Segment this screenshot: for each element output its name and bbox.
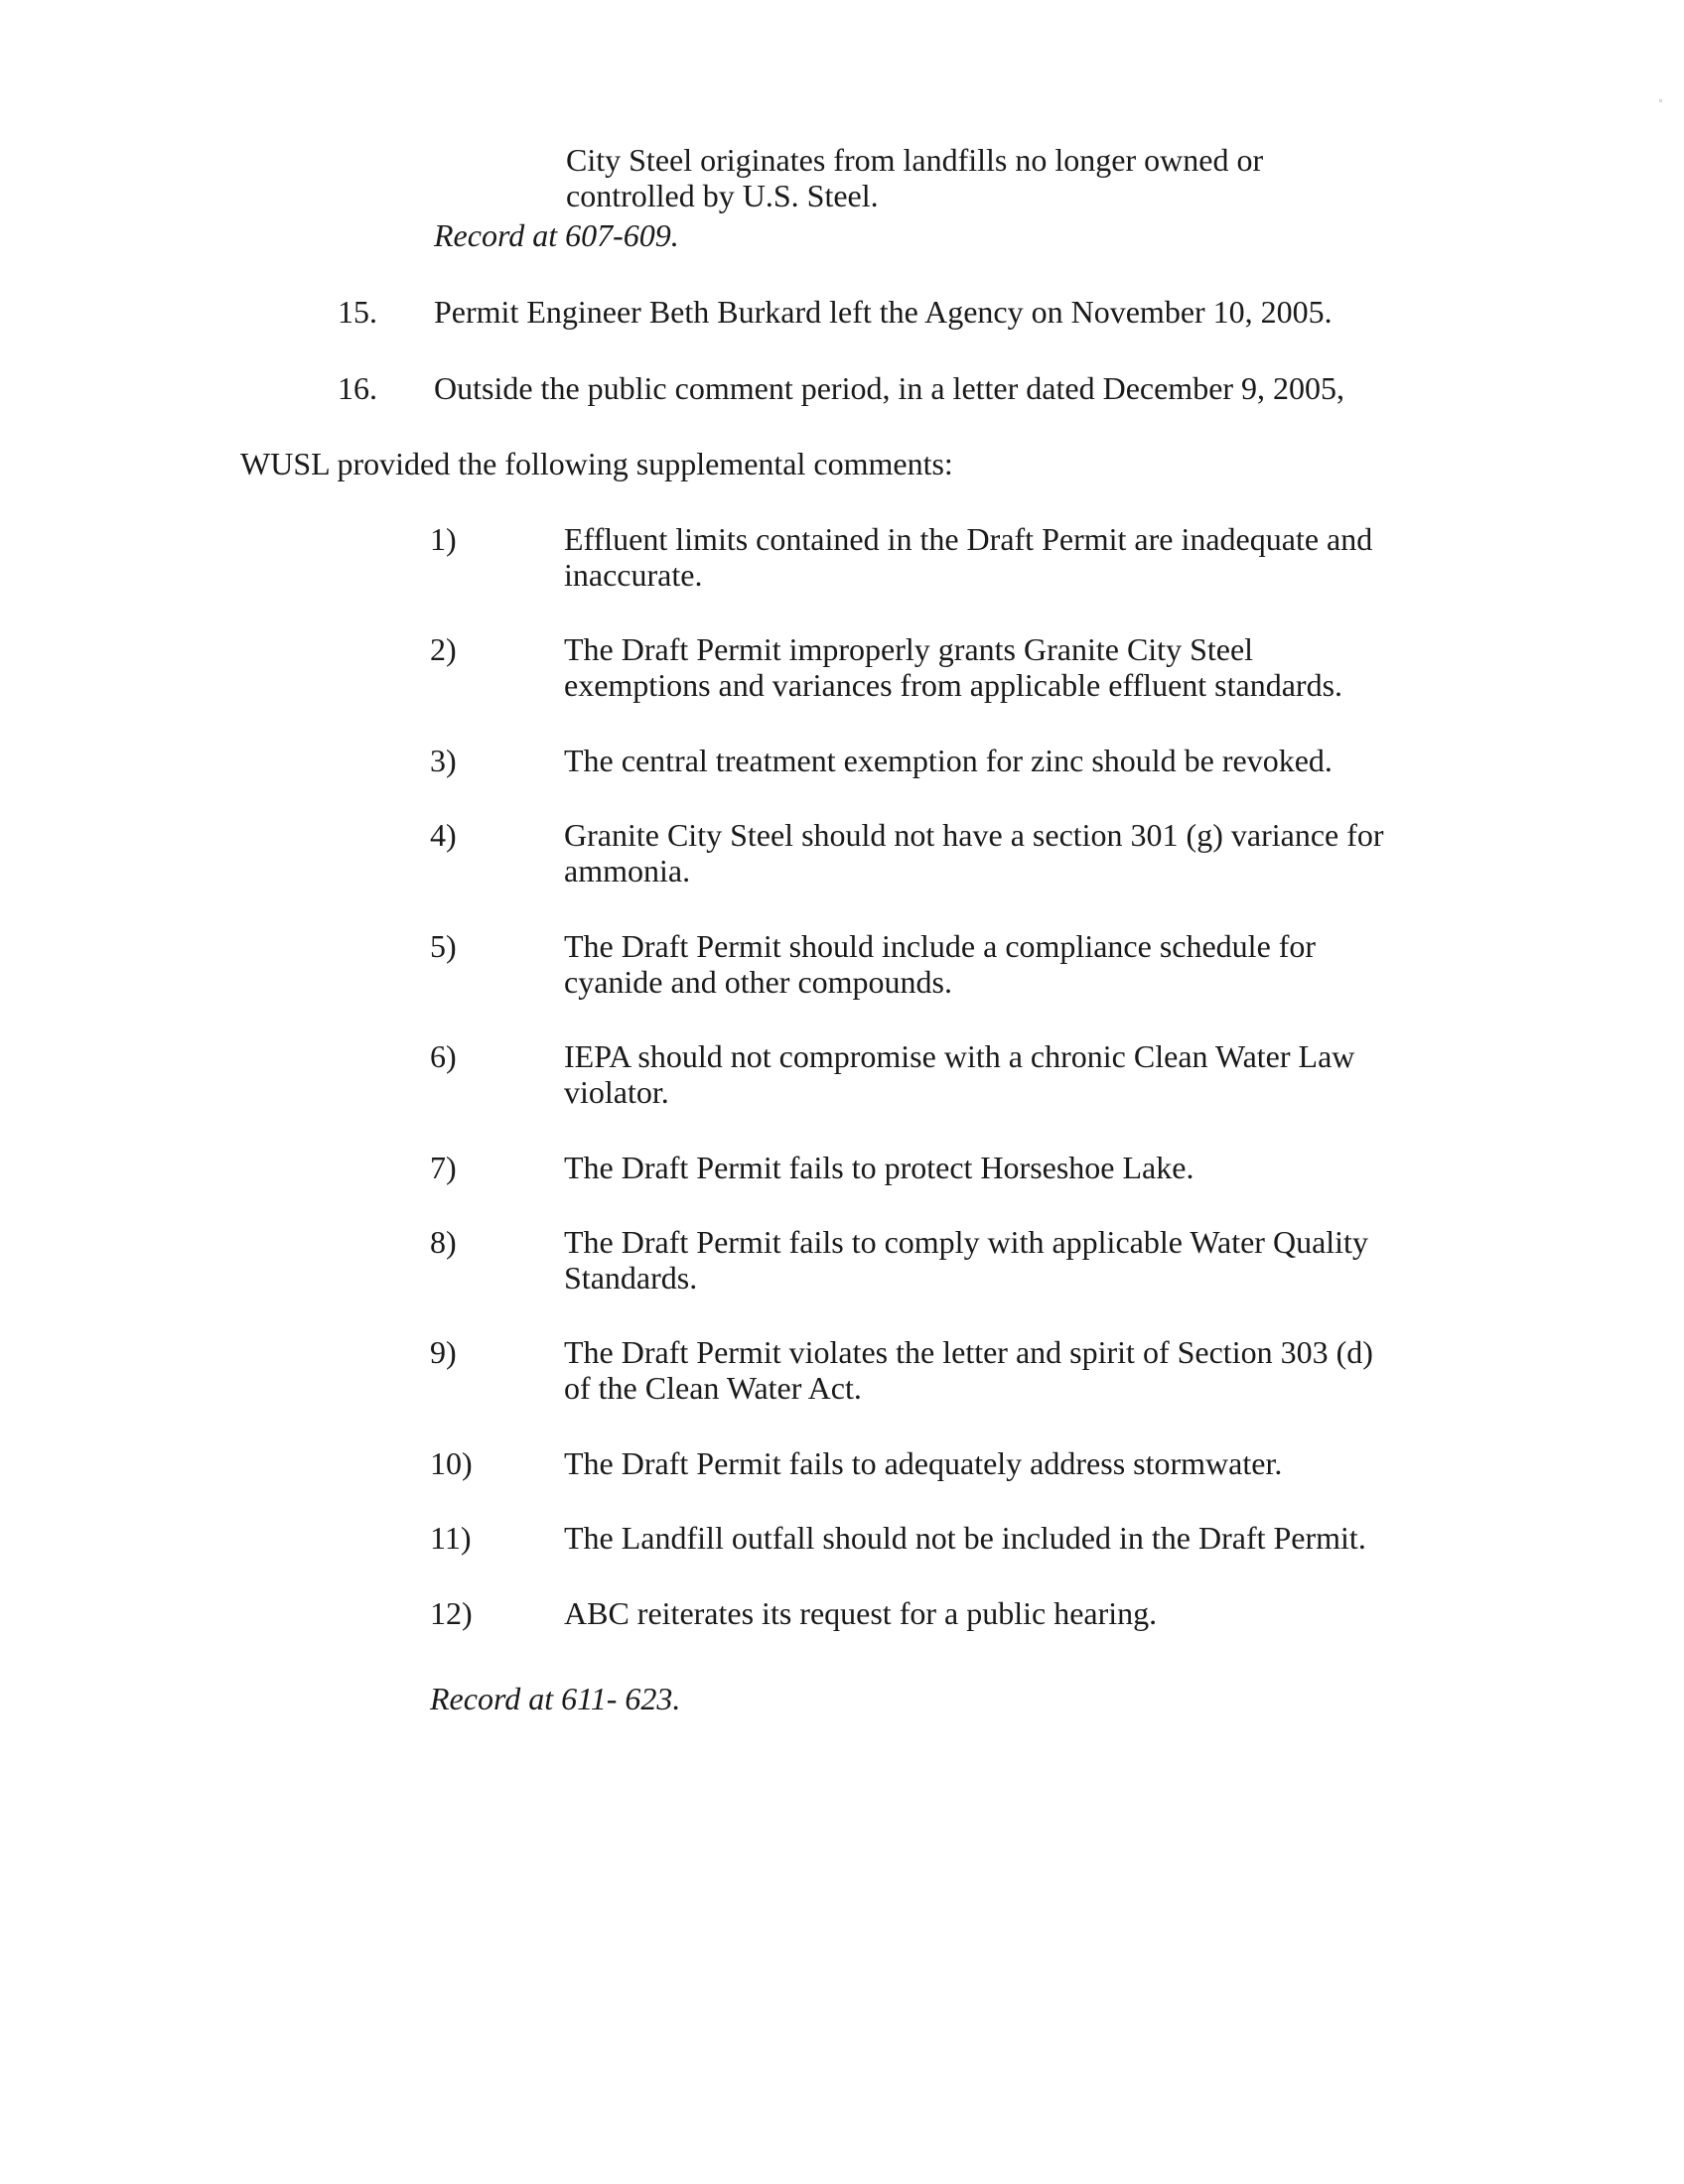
comment-text: [564, 1224, 1438, 1296]
comment-line: ABC reiterates its request for a public hearing.: [564, 1595, 1158, 1631]
comment-number: 12): [430, 1595, 473, 1631]
comment-text: [564, 1038, 1438, 1110]
comment-line: The Draft Permit fails to protect Horseshoe Lake.: [564, 1150, 1194, 1185]
comment-line: The Draft Permit fails to adequately address stormwater.: [564, 1445, 1283, 1481]
comment-line: Granite City Steel should not have a section 301 (g) variance for: [564, 817, 1384, 853]
paragraph-text: Outside the public comment period, in a letter dated December 9, 2005,: [434, 370, 1345, 406]
comment-line: of the Clean Water Act.: [564, 1370, 862, 1406]
comment-line: The Draft Permit should include a compliance schedule for: [564, 928, 1317, 964]
record-citation: Record at 611- 623.: [430, 1681, 681, 1716]
continued-text: [566, 142, 1460, 213]
comment-line: The Draft Permit improperly grants Granite City Steel: [564, 631, 1254, 667]
comment-text: [564, 1334, 1438, 1406]
comment-number: 7): [430, 1150, 457, 1185]
paragraph-number: 16.: [338, 370, 377, 406]
scan-speck: [1659, 99, 1662, 102]
paragraph-text-continued: WUSL provided the following supplemental comments:: [240, 446, 953, 481]
record-citation: Record at 607-609.: [434, 217, 679, 253]
paragraph-text: Permit Engineer Beth Burkard left the Agency on November 10, 2005.: [434, 294, 1333, 330]
comment-text: [564, 1150, 1438, 1185]
comment-line: Standards.: [564, 1260, 698, 1296]
paragraph-number: 15.: [338, 294, 377, 330]
comment-line: The Draft Permit violates the letter and spirit of Section 303 (d): [564, 1334, 1373, 1370]
continued-line: controlled by U.S. Steel.: [566, 178, 879, 213]
continued-line: City Steel originates from landfills no longer owned or: [566, 142, 1264, 178]
comment-text: [564, 1445, 1438, 1481]
comment-text: [564, 1595, 1438, 1631]
comment-number: 6): [430, 1038, 457, 1074]
comment-number: 10): [430, 1445, 473, 1481]
comment-text: [564, 1520, 1438, 1556]
comment-number: 9): [430, 1334, 457, 1370]
comment-text: [564, 631, 1438, 703]
comment-number: 3): [430, 743, 457, 778]
comment-text: [564, 928, 1438, 1000]
comment-line: exemptions and variances from applicable effluent standards.: [564, 667, 1343, 703]
comment-text: [564, 743, 1438, 778]
comment-line: cyanide and other compounds.: [564, 964, 952, 1000]
comment-line: violator.: [564, 1074, 669, 1110]
comment-text: [564, 521, 1438, 593]
comment-line: inaccurate.: [564, 557, 703, 593]
comment-line: The central treatment exemption for zinc should be revoked.: [564, 743, 1333, 778]
comment-number: 11): [430, 1520, 472, 1556]
comment-number: 1): [430, 521, 457, 557]
comment-line: Effluent limits contained in the Draft Permit are inadequate and: [564, 521, 1373, 557]
comment-line: IEPA should not compromise with a chronic Clean Water Law: [564, 1038, 1355, 1074]
comment-number: 8): [430, 1224, 457, 1260]
comment-line: The Draft Permit fails to comply with applicable Water Quality: [564, 1224, 1368, 1260]
comment-number: 4): [430, 817, 457, 853]
comment-number: 2): [430, 631, 457, 667]
comment-line: ammonia.: [564, 853, 691, 888]
comment-number: 5): [430, 928, 457, 964]
comment-line: The Landfill outfall should not be included in the Draft Permit.: [564, 1520, 1366, 1556]
comment-text: [564, 817, 1438, 888]
